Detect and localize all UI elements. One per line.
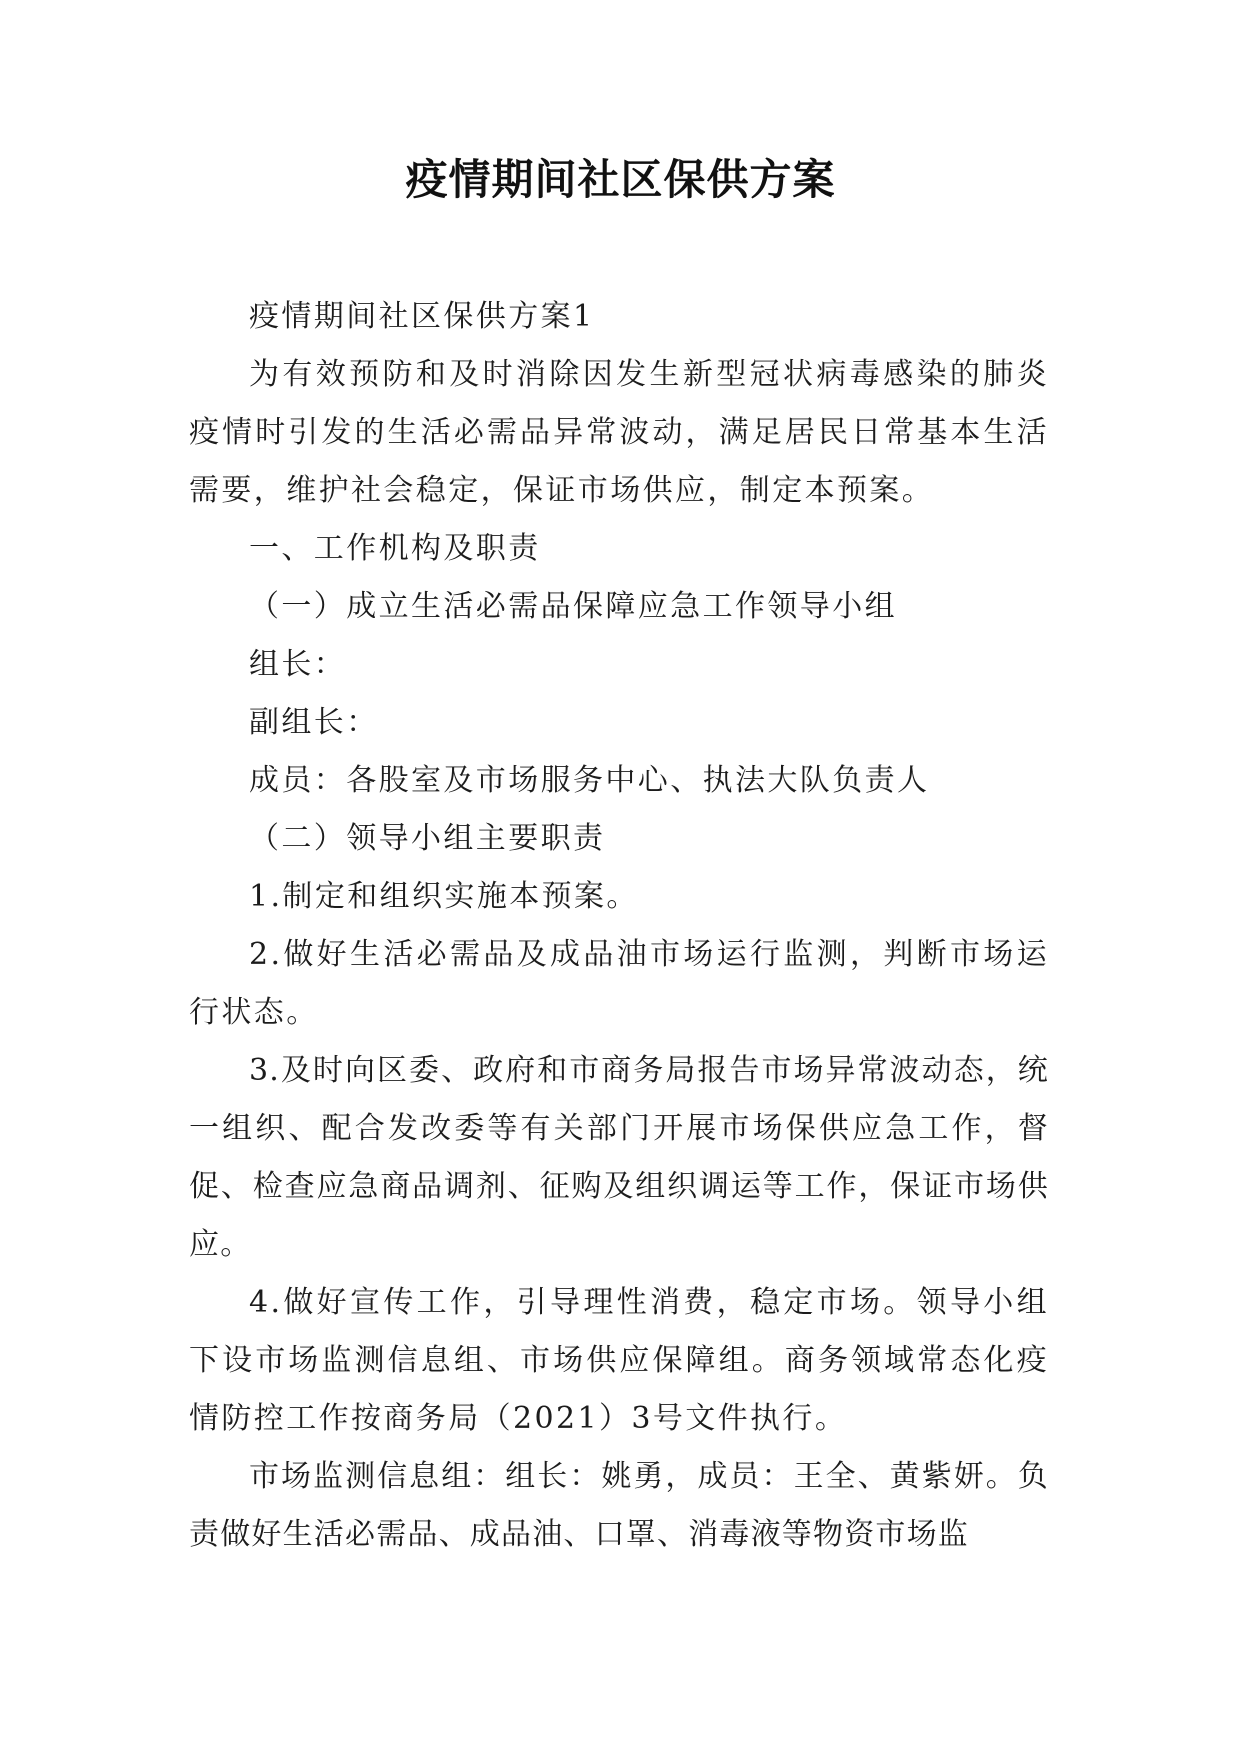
paragraph-purpose: 为有效预防和及时消除因发生新型冠状病毒感染的肺炎疫情时引发的生活必需品异常波动，满足居民日常基本生活需要，维护社会稳定，保证市场供应，制定本预案。 (189, 357, 1049, 508)
paragraph-duty-4: 4.做好宣传工作，引导理性消费，稳定市场。领导小组下设市场监测信息组、市场供应保障组。商务领域常态化疫情防控工作按商务局（2021）3号文件执行。 (189, 1285, 1049, 1436)
document-body (189, 288, 1049, 1564)
document-title: 疫情期间社区保供方案 (405, 155, 836, 204)
paragraph-monitoring-group: 市场监测信息组：组长：姚勇，成员：王全、黄紫妍。负责做好生活必需品、成品油、口罩、消毒液等物资市场监 (189, 1459, 1049, 1552)
paragraph-duty-2: 2.做好生活必需品及成品油市场运行监测，判断市场运行状态。 (189, 937, 1049, 1030)
paragraph-section-title: 疫情期间社区保供方案1 (249, 299, 595, 334)
paragraph-members: 成员：各股室及市场服务中心、执法大队负责人 (249, 763, 930, 798)
paragraph-subheading-duties: （二）领导小组主要职责 (249, 821, 606, 856)
paragraph-deputy-leader: 副组长： (249, 705, 379, 740)
paragraph-duty-3: 3.及时向区委、政府和市商务局报告市场异常波动态，统一组织、配合发改委等有关部门开展市场保供应急工作，督促、检查应急商品调剂、征购及组织调运等工作，保证市场供应。 (189, 1053, 1049, 1262)
paragraph-subheading-leading-group: （一）成立生活必需品保障应急工作领导小组 (249, 589, 897, 624)
paragraph-group-leader: 组长： (249, 647, 347, 682)
paragraph-duty-1: 1.制定和组织实施本预案。 (249, 879, 639, 914)
paragraph-heading-organization: 一、工作机构及职责 (249, 531, 541, 566)
